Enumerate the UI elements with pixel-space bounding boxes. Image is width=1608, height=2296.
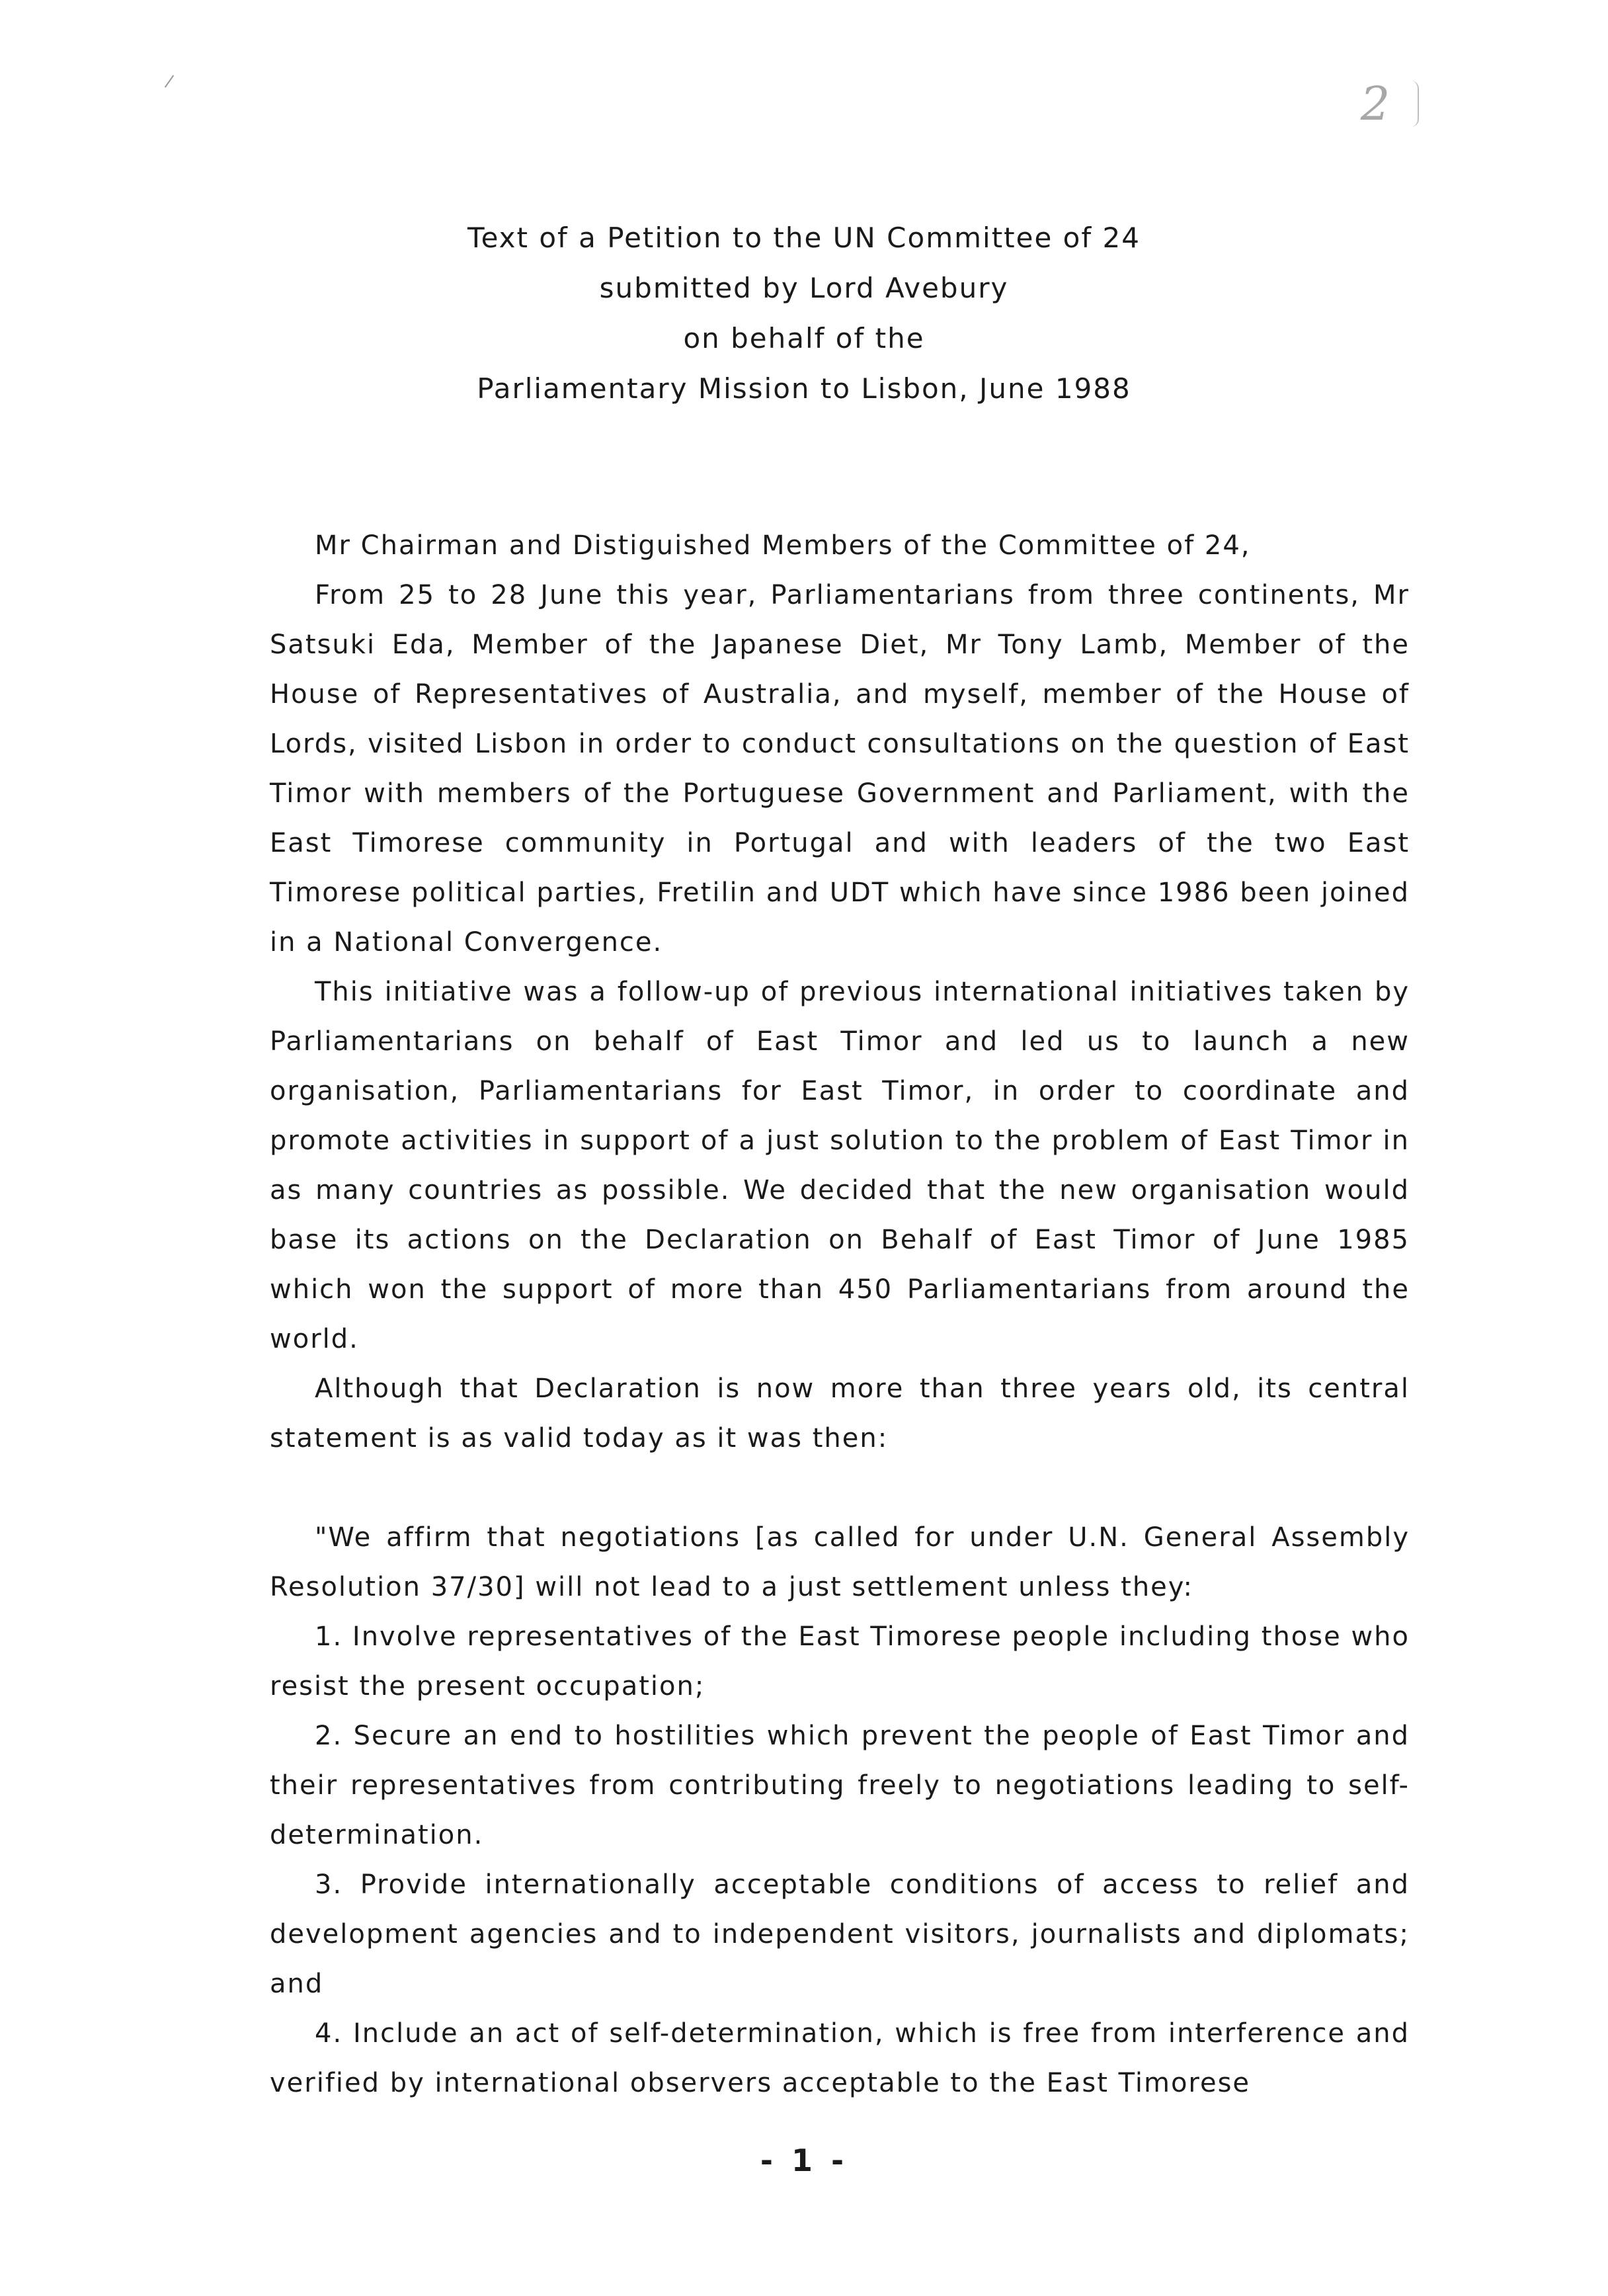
page-number: - 1 -	[760, 2143, 848, 2178]
paragraph-declaration: Although that Declaration is now more than three years old, its central statement is as valid today as it was then:	[270, 1374, 1410, 1454]
list-item-1: 1. Involve representatives of the East Timorese people including those who resist the present occupation;	[270, 1621, 1410, 1702]
heading-line-4: Parliamentary Mission to Lisbon, June 1988	[477, 372, 1131, 405]
document-heading	[264, 213, 1344, 414]
list-item-4: 4. Include an act of self-determination, which is free from interference and verified by international observers acceptable to the East Timorese	[270, 2018, 1410, 2098]
salutation: Mr Chairman and Distiguished Members of the Committee of 24,	[315, 530, 1251, 561]
paragraph-initiative: This initiative was a follow-up of previous international initiatives taken by Parliamentarians on behalf of East Timor and led us to launch a new organisation, Parliamentarians for East Timor, in order to coordinate and promote activities in support of a just solution to the problem of East Timor in as many countries as possible. We decided that the new organisation would base its actions on the Declaration on Behalf of East Timor of June 1985 which won the support of more than 450 Parliamentarians from around the world.	[270, 977, 1410, 1354]
heading-line-1: Text of a Petition to the UN Committee of 24	[467, 222, 1141, 254]
heading-line-3: on behalf of the	[683, 322, 925, 354]
stray-pen-mark	[165, 75, 174, 87]
list-item-3: 3. Provide internationally acceptable conditions of access to relief and development agencies and to independent visitors, journalists and diplomats; and	[270, 1869, 1410, 1999]
list-item-2: 2. Secure an end to hostilities which prevent the people of East Timor and their representatives from contributing freely to negotiations leading to self-determination.	[270, 1721, 1410, 1850]
quoted-statement: "We affirm that negotiations [as called for under U.N. General Assembly Resolution 37/30] will not lead to a just settlement unless they:	[270, 1522, 1410, 1602]
heading-line-2: submitted by Lord Avebury	[599, 272, 1009, 304]
paragraph-visit: From 25 to 28 June this year, Parliamentarians from three continents, Mr Satsuki Eda, Member of the Japanese Diet, Mr Tony Lamb, Member of the House of Representatives of Australia, and myself, member of the House of Lords, visited Lisbon in order to conduct consultations on the question of East Timor with members of the Portuguese Government and Parliament, with the East Timorese community in Portugal and with leaders of the two East Timorese political parties, Fretilin and UDT which have since 1986 been joined in a National Convergence.	[270, 580, 1410, 958]
handwritten-page-number: 2	[1329, 61, 1422, 147]
document-body	[270, 521, 1410, 2108]
